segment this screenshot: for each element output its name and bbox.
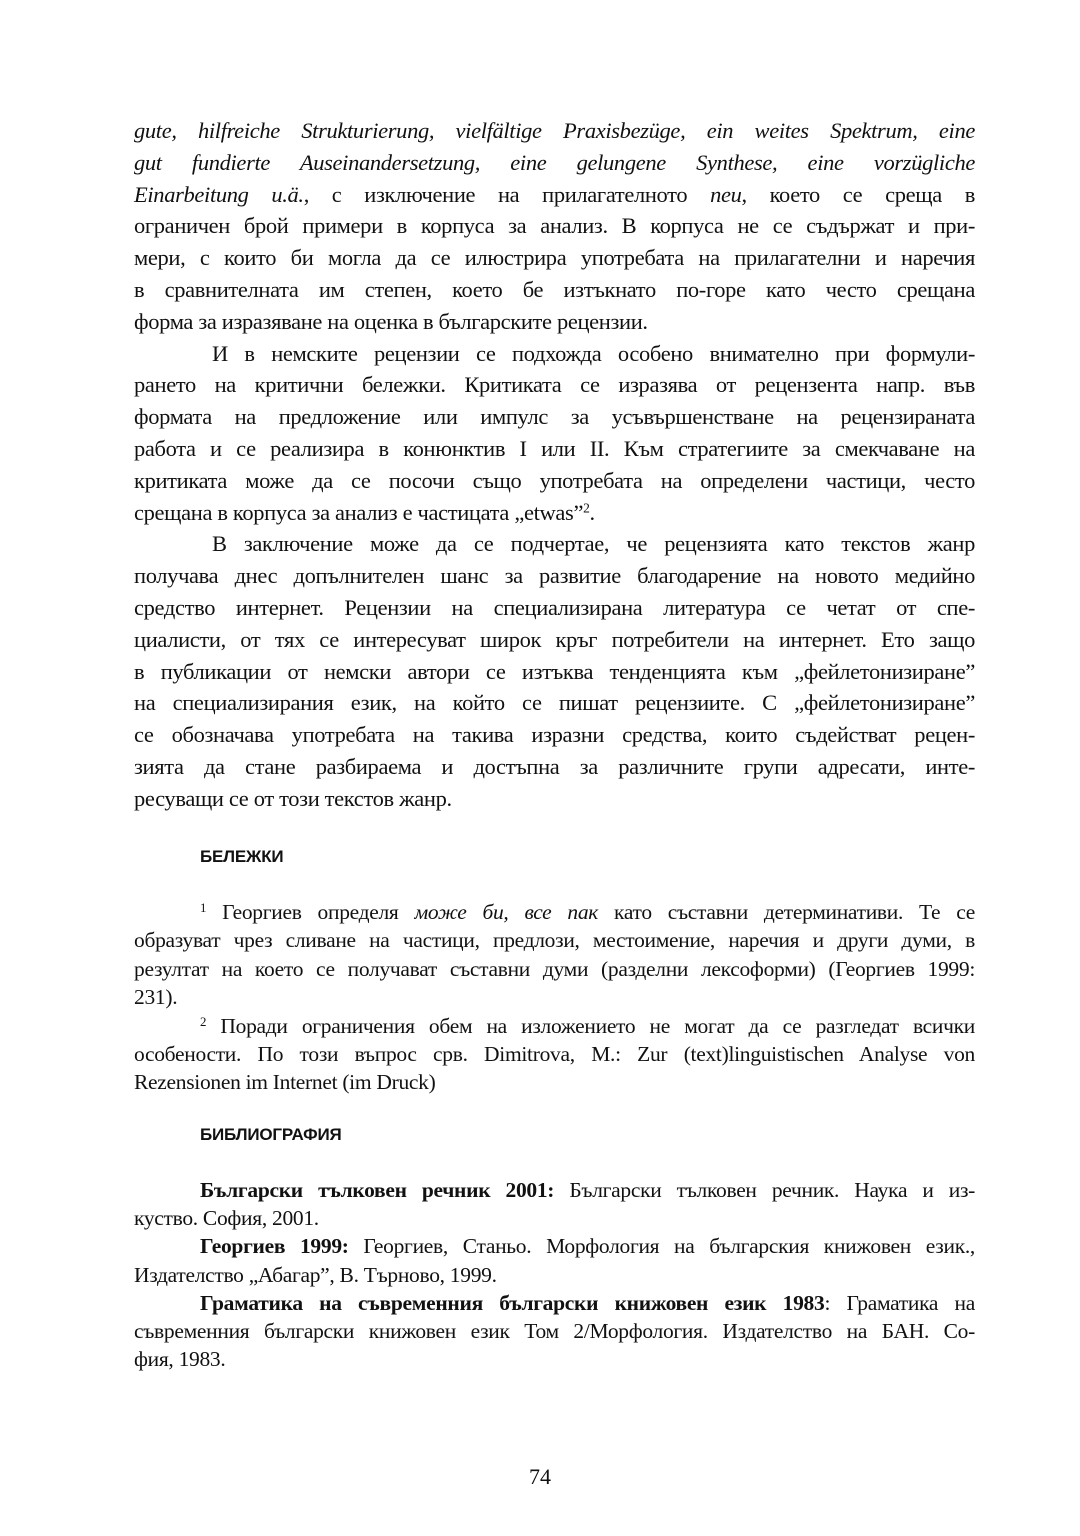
text-run: получава днес допълнителен шанс за развитие благодарение на новото медийно bbox=[134, 563, 975, 589]
text-run: зията да стане разбираема и достъпна за различните групи адресати, инте- bbox=[134, 753, 975, 779]
text-line bbox=[134, 242, 975, 274]
text-line bbox=[134, 433, 975, 465]
text-line bbox=[134, 898, 975, 926]
text-run: В заключение може да се подчертае, че рецензията като текстов жанр bbox=[212, 531, 975, 557]
paragraph bbox=[134, 1176, 975, 1232]
text-line bbox=[134, 147, 975, 179]
footnote-marker: 2 bbox=[583, 500, 590, 516]
text-line bbox=[134, 1176, 975, 1204]
text-run: съвременния български книжовен език Том 2/Морфология. Издателство на БАН. Со- bbox=[134, 1319, 975, 1344]
text-run: форма за изразяване на оценка в българските рецензии. bbox=[134, 308, 648, 334]
text-line bbox=[134, 338, 975, 370]
text-line bbox=[134, 115, 975, 147]
text-run: ограничен брой примери в корпуса за анализ. В корпуса не се съдържат и при- bbox=[134, 213, 975, 239]
text-line bbox=[134, 179, 975, 211]
italic-text: gut fundierte Auseinandersetzung, eine gelungene Synthese, eine vorzügliche bbox=[134, 149, 975, 175]
text-run: срещана в корпуса за анализ е частицата „etwas” bbox=[134, 499, 584, 525]
text-line bbox=[134, 210, 975, 242]
text-line bbox=[134, 955, 975, 983]
text-line bbox=[134, 528, 975, 560]
text-run: Георгиев, Станьо. Морфология на българския книжовен език., bbox=[348, 1234, 975, 1259]
italic-text: gute, hilfreiche Strukturierung, vielfältige Praxisbezüge, ein weites Spektrum, eine bbox=[134, 118, 975, 143]
text-line bbox=[134, 1261, 975, 1289]
text-line bbox=[134, 1289, 975, 1317]
paragraph bbox=[134, 898, 975, 1012]
text-line bbox=[134, 1012, 975, 1040]
text-line bbox=[134, 560, 975, 592]
text-run: Издателство „Абагар”, В. Търново, 1999. bbox=[134, 1262, 497, 1287]
paragraph bbox=[134, 115, 975, 338]
text-run: като съставни детерминативи. Те се bbox=[598, 900, 975, 924]
text-run: особености. По този въпрос срв. Dimitrova, M.: Zur (text)linguistischen Analyse von bbox=[134, 1042, 975, 1067]
text-line bbox=[134, 656, 975, 688]
text-run: ресуващи се от този текстов жанр. bbox=[134, 785, 452, 811]
text-run: , с изключение на прилагателното bbox=[303, 181, 711, 207]
notes-heading: БЕЛЕЖКИ bbox=[200, 847, 284, 866]
body-text bbox=[134, 115, 975, 815]
bold-text: Български тълковен речник 2001: bbox=[200, 1178, 555, 1202]
text-run: критиката може да се посочи също употребата на определени частици, често bbox=[134, 467, 975, 493]
text-line bbox=[134, 624, 975, 656]
text-run: в публикации от немски автори се изтъква тенденцията към „фейлетонизиране” bbox=[134, 658, 975, 684]
text-run: 231). bbox=[134, 985, 178, 1010]
text-line bbox=[134, 369, 975, 401]
text-line bbox=[134, 1232, 975, 1260]
page-number: 74 bbox=[529, 1464, 551, 1489]
text-line bbox=[134, 783, 975, 815]
text-run: работа и се реализира в конюнктив I или II. Към стратегиите за смекчаване на bbox=[134, 435, 975, 461]
paragraph bbox=[134, 528, 975, 814]
footnotes bbox=[134, 898, 975, 1097]
text-run: циалисти, от тях се интересуват широк кръг потребители на интернет. Ето защо bbox=[134, 626, 975, 652]
bibliography-heading: БИБЛИОГРАФИЯ bbox=[200, 1125, 342, 1144]
text-line bbox=[134, 401, 975, 433]
text-line bbox=[134, 306, 975, 338]
text-line bbox=[134, 1345, 975, 1373]
text-run: . bbox=[589, 499, 595, 525]
text-run: рането на критични бележки. Критиката се изразява от рецензента напр. във bbox=[134, 372, 975, 398]
text-line bbox=[134, 592, 975, 624]
paragraph bbox=[134, 1012, 975, 1097]
paragraph bbox=[134, 1232, 975, 1288]
footnote-marker: 2 bbox=[200, 1014, 207, 1029]
text-run: : Граматика на bbox=[824, 1290, 975, 1315]
text-line bbox=[134, 497, 975, 529]
italic-text: neu bbox=[710, 181, 742, 207]
bold-text: Георгиев 1999: bbox=[200, 1234, 349, 1259]
text-run: мери, с които би могла да се илюстрира употребата на прилагателни и наречия bbox=[134, 245, 975, 271]
bibliography bbox=[134, 1176, 975, 1373]
text-line bbox=[134, 719, 975, 751]
text-line bbox=[134, 687, 975, 719]
text-run: формата на предложение или импулс за усъвършенстване на рецензираната bbox=[134, 404, 975, 430]
text-line bbox=[134, 983, 975, 1011]
text-run: на специализирания език, на който се пишат рецензиите. С „фейлетонизиране” bbox=[134, 690, 975, 716]
text-line bbox=[134, 1040, 975, 1068]
text-run: И в немските рецензии се подхожда особено внимателно при формули- bbox=[212, 340, 975, 366]
text-line bbox=[134, 1204, 975, 1232]
text-run: Поради ограничения обем на изложението не могат да се разгледат всички bbox=[206, 1013, 975, 1038]
text-line bbox=[134, 274, 975, 306]
text-run: се обозначава употребата на такива изразни средства, които съдействат рецен- bbox=[134, 722, 975, 748]
paragraph bbox=[134, 1289, 975, 1374]
text-line bbox=[134, 926, 975, 954]
paragraph bbox=[134, 338, 975, 529]
italic-text: Einarbeitung u.ä. bbox=[134, 181, 304, 207]
text-line bbox=[134, 1068, 975, 1096]
text-run: куство. София, 2001. bbox=[134, 1206, 319, 1231]
text-run: Rezensionen im Internet (im Druck) bbox=[134, 1070, 436, 1095]
text-run: в сравнителната им степен, което бе изтъкнато по-горе като често срещана bbox=[134, 276, 975, 302]
text-run: Български тълковен речник. Наука и из- bbox=[554, 1178, 976, 1202]
text-run: средство интернет. Рецензии на специализирана литература се четат от спе- bbox=[134, 594, 975, 620]
text-run: Георгиев определя bbox=[206, 900, 415, 924]
italic-text: може би, все пак bbox=[414, 900, 599, 924]
footnote-marker: 1 bbox=[200, 900, 207, 915]
text-run: , което се среща в bbox=[741, 181, 976, 207]
bold-text: Граматика на съвременния български книжовен език 1983 bbox=[200, 1290, 825, 1315]
text-line bbox=[134, 751, 975, 783]
text-line bbox=[134, 465, 975, 497]
text-line bbox=[134, 1317, 975, 1345]
text-run: образуват чрез сливане на частици, предлози, местоимение, наречия и други думи, в bbox=[134, 928, 975, 953]
text-run: резултат на което се получават съставни думи (разделни лексоформи) (Георгиев 1999: bbox=[134, 956, 975, 981]
text-run: фия, 1983. bbox=[134, 1347, 226, 1372]
